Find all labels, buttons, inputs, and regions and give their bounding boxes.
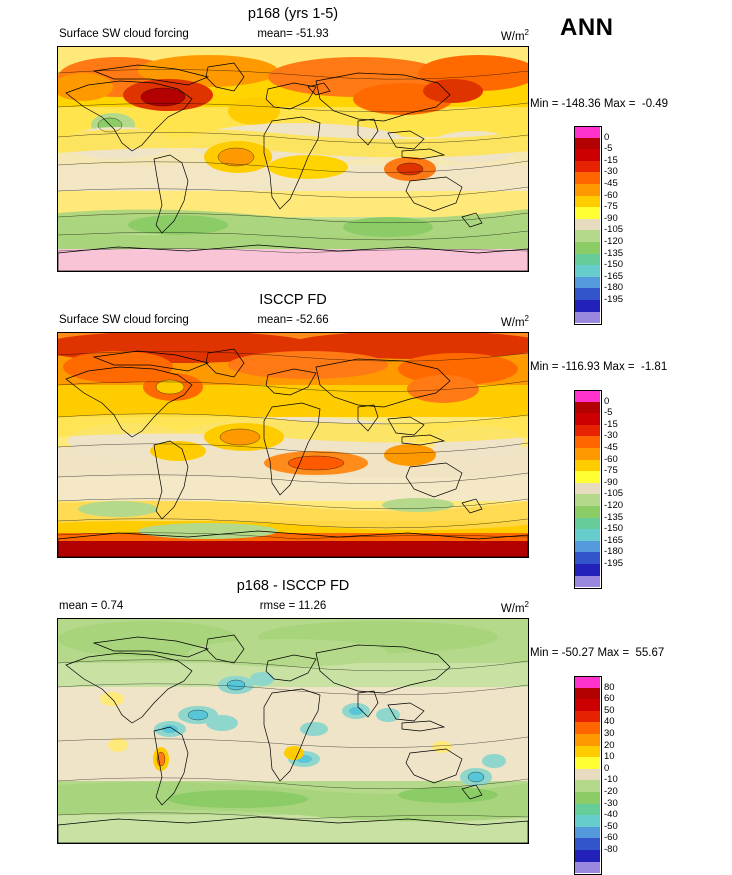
colorbar-tick-label: -165 (604, 534, 624, 546)
colorbar-model (574, 126, 624, 323)
colorbar-segment (574, 699, 600, 711)
colorbar-tick-label: -20 (604, 786, 618, 797)
colorbar-tick-label: -45 (604, 442, 618, 453)
colorbar-segment (574, 676, 600, 688)
colorbar-tick-label: -180 (604, 282, 624, 294)
colorbar-tick-label: -15 (604, 418, 618, 430)
colorbar-segment (574, 460, 600, 472)
colorbar-tick-label: -60 (604, 453, 618, 465)
colorbar-segment (574, 541, 600, 553)
colorbar-segment (574, 184, 600, 196)
units-label (501, 314, 529, 329)
colorbar-tick-label: -50 (604, 820, 618, 832)
colorbar-segment (574, 529, 600, 541)
colorbar-tick-label: -15 (604, 154, 618, 166)
units-text: W/m (500, 30, 525, 43)
colorbar-segment (574, 722, 600, 734)
colorbar-tick-label: -30 (604, 430, 618, 442)
colorbar-tick-label: -45 (604, 178, 618, 189)
colorbar-segment (574, 792, 600, 804)
panel-title: p168 - ISCCP FD (236, 578, 350, 594)
colorbar-segment (574, 688, 600, 700)
units-label (501, 28, 529, 43)
colorbar-tick-label: -10 (604, 774, 618, 786)
colorbar-tick-label: -105 (604, 224, 624, 236)
colorbar-segment (574, 815, 600, 827)
colorbar-tick-label: -120 (604, 236, 624, 247)
colorbar-segment (574, 219, 600, 231)
colorbar-segment (574, 862, 600, 874)
colorbar-tick-label: -80 (604, 844, 618, 855)
field-label: Surface SW cloud forcing (59, 314, 189, 326)
colorbar-tick-label: 60 (604, 693, 615, 705)
colorbar-segment (574, 746, 600, 758)
colorbar-segment (574, 471, 600, 483)
map-model (57, 46, 529, 272)
diff-mean-label: mean = 0.74 (59, 600, 124, 612)
colorbar-segment (574, 838, 600, 850)
colorbar-segment (574, 576, 600, 588)
map-obs (57, 332, 529, 558)
colorbar-segment (574, 769, 600, 781)
colorbar-segment (574, 126, 600, 138)
map-canvas (58, 619, 528, 843)
colorbar-segment (574, 425, 600, 437)
season-label: ANN (560, 14, 614, 41)
colorbar-tick-label: -180 (604, 546, 624, 558)
units-text: W/m (500, 602, 525, 615)
minmax-diff: Min = -50.27 Max = 55.67 (530, 647, 665, 659)
units-exponent: 2 (524, 600, 529, 609)
field-label: Surface SW cloud forcing (59, 28, 189, 40)
colorbar-segment (574, 711, 600, 723)
colorbar-obs (574, 390, 624, 587)
colorbar-tick-label: -195 (604, 558, 624, 569)
colorbar-tick-label: -60 (604, 832, 618, 844)
colorbar-segment (574, 138, 600, 150)
colorbar-tick-label: -165 (604, 270, 624, 282)
units-text: W/m (500, 316, 525, 329)
colorbar-tick-label: -40 (604, 809, 618, 821)
colorbar-tick-label: -135 (604, 247, 624, 259)
colorbar-tick-label: -90 (604, 476, 618, 488)
colorbar-segment (574, 265, 600, 277)
panel-subheader (55, 314, 531, 330)
colorbar-tick-label: 20 (604, 739, 615, 751)
colorbar-segment (574, 757, 600, 769)
colorbar-segment (574, 149, 600, 161)
colorbar-segment (574, 207, 600, 219)
colorbar-tick-label: -120 (604, 500, 624, 511)
units-label (501, 600, 529, 615)
minmax-model: Min = -148.36 Max = -0.49 (530, 98, 669, 110)
map-canvas (58, 47, 528, 271)
colorbar-segment (574, 506, 600, 518)
colorbar-segment (574, 196, 600, 208)
colorbar-tick-label: -30 (604, 166, 618, 178)
colorbar-segment (574, 161, 600, 173)
colorbar-tick-label: 80 (604, 681, 615, 693)
diff-rmse-label: rmse = 11.26 (259, 600, 327, 612)
colorbar-tick-label: -5 (604, 143, 613, 155)
colorbar-segment (574, 413, 600, 425)
colorbar-segment (574, 448, 600, 460)
colorbar-tick-label: -150 (604, 523, 624, 535)
colorbar-tick-label: -195 (604, 294, 624, 305)
colorbar-segment (574, 390, 600, 402)
colorbar-tick-label: -5 (604, 407, 613, 419)
colorbar-tick-label: 50 (604, 704, 615, 716)
colorbar-segment (574, 312, 600, 324)
colorbar-segment (574, 827, 600, 839)
colorbar-tick-label: 0 (604, 395, 610, 407)
colorbar-segment (574, 494, 600, 506)
colorbar-tick-label: -90 (604, 212, 618, 224)
colorbar-segment (574, 804, 600, 816)
colorbar-tick-label: 40 (604, 716, 615, 728)
colorbar-tick-label: -30 (604, 797, 618, 809)
colorbar-segment (574, 780, 600, 792)
colorbar-segment (574, 436, 600, 448)
colorbar-tick-label: 10 (604, 751, 615, 763)
map-diff (57, 618, 529, 844)
colorbar-segment (574, 564, 600, 576)
minmax-obs: Min = -116.93 Max = -1.81 (530, 361, 668, 373)
colorbar-segment (574, 172, 600, 184)
panel-title: p168 (yrs 1-5) (247, 6, 339, 22)
colorbar-segment (574, 288, 600, 300)
colorbar-segment (574, 483, 600, 495)
colorbar-diff (574, 676, 618, 873)
colorbar-segment (574, 242, 600, 254)
colorbar-tick-label: -75 (604, 465, 618, 477)
colorbar-segment (574, 300, 600, 312)
colorbar-segment (574, 230, 600, 242)
units-exponent: 2 (524, 314, 529, 323)
colorbar-segment (574, 402, 600, 414)
colorbar-segment (574, 734, 600, 746)
colorbar-segment (574, 254, 600, 266)
colorbar-tick-label: 0 (604, 762, 610, 774)
map-canvas (58, 333, 528, 557)
colorbar-segment (574, 277, 600, 289)
mean-label: mean= -52.66 (257, 314, 329, 326)
panel-subheader (55, 28, 531, 44)
colorbar-segment (574, 552, 600, 564)
colorbar-segment (574, 850, 600, 862)
colorbar-tick-label: -150 (604, 259, 624, 271)
panel-subheader (55, 600, 531, 616)
colorbar-tick-label: 0 (604, 131, 610, 143)
colorbar-tick-label: -105 (604, 488, 624, 500)
colorbar-tick-label: 30 (604, 728, 615, 739)
colorbar-tick-label: -60 (604, 189, 618, 201)
mean-label: mean= -51.93 (257, 28, 329, 40)
colorbar-tick-label: -135 (604, 511, 624, 523)
colorbar-tick-label: -75 (604, 201, 618, 213)
colorbar-segment (574, 518, 600, 530)
panel-title: ISCCP FD (259, 292, 327, 308)
units-exponent: 2 (524, 28, 529, 37)
